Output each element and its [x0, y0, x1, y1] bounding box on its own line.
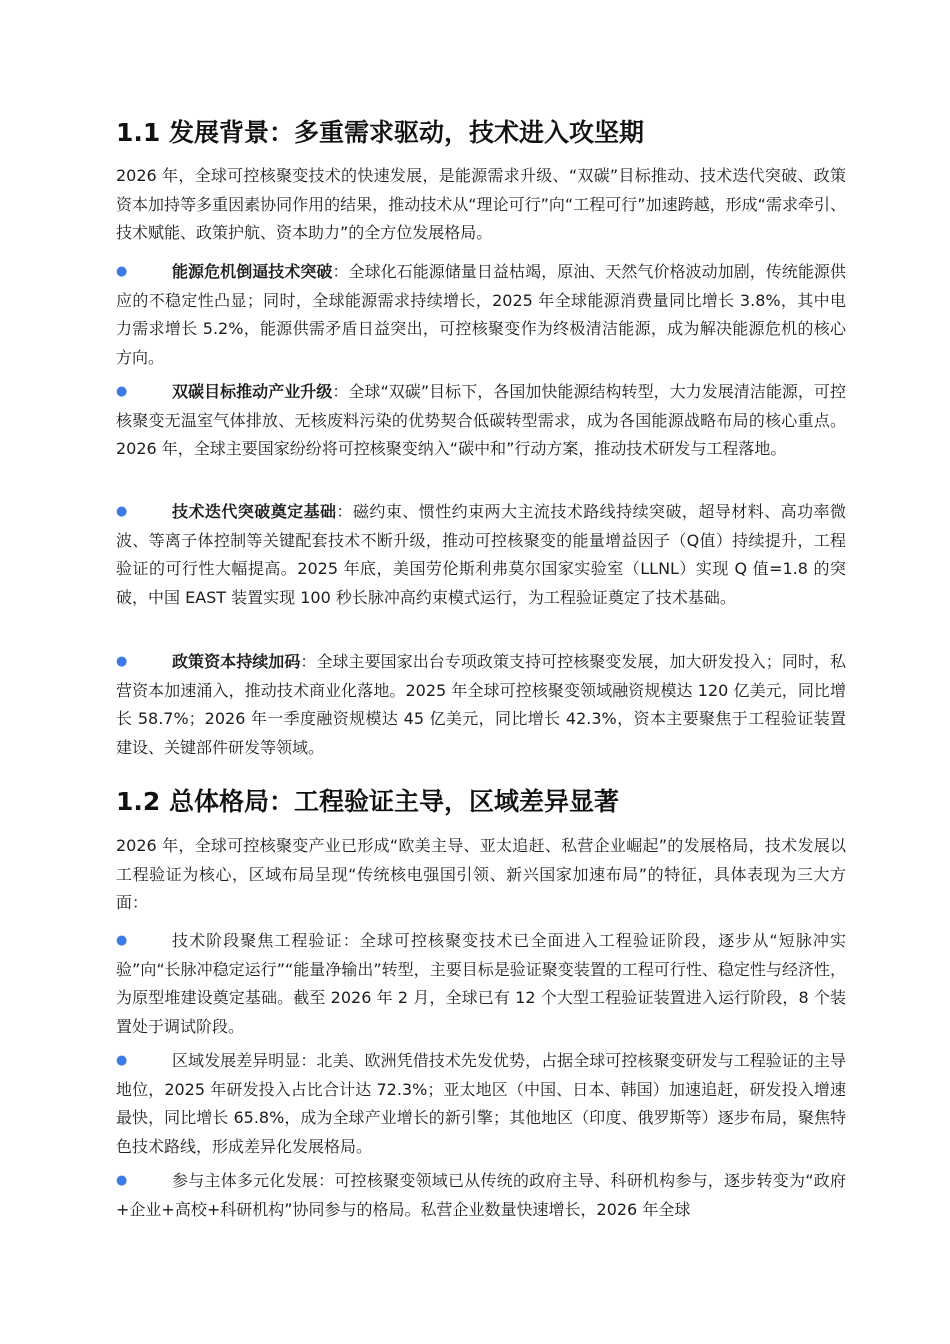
bullet-text: 全球主要国家出台专项政策支持可控核聚变发展，加大研发投入；同时，私营资本加速涌入，推动技术商业化落地。2025 年全球可控核聚变领域融资规模达 120 亿美元，同比增长 58.7%；2026 年一季度融资规模达 45 亿美元，同比增长 42.3%，资本主要聚焦于工程验证装置建设、关键部件研发等领域。	[116, 652, 846, 757]
bullet-dot-icon: ●	[116, 264, 128, 279]
section-1-bullet-energy	[116, 258, 846, 372]
section-2-intro: 2026 年，全球可控核聚变产业已形成“欧美主导、亚太追赶、私营企业崛起”的发展格局，技术发展以工程验证为核心，区域布局呈现“传统核电强国引领、新兴国家加速布局”的特征，具体表现为三大方面：	[116, 836, 846, 912]
bullet-text: 全球化石能源储量日益枯竭，原油、天然气价格波动加剧，传统能源供应的不稳定性凸显；同时，全球能源需求持续增长，2025 年全球能源消费量同比增长 3.8%，其中电力需求增长 5.2%，能源供需矛盾日益突出，可控核聚变作为终极清洁能源，成为解决能源危机的核心方向。	[116, 262, 846, 367]
section-2-title: 1.2 总体格局：工程验证主导，区域差异显著	[116, 787, 619, 816]
bullet-dot-icon: ●	[116, 1173, 128, 1188]
section-1-intro: 2026 年，全球可控核聚变技术的快速发展，是能源需求升级、“双碳”目标推动、技术迭代突破、政策资本加持等多重因素协同作用的结果，推动技术从“理论可行”向“工程可行”加速跨越，形成“需求牵引、技术赋能、政策护航、资本助力”的全方位发展格局。	[116, 166, 846, 242]
bullet-dot-icon: ●	[116, 654, 128, 669]
bullet-separator: ：	[300, 652, 317, 671]
section-1-bullet-technology	[116, 498, 846, 612]
bullet-text: 区域发展差异明显：北美、欧洲凭借技术先发优势，占据全球可控核聚变研发与工程验证的主导地位，2025 年研发投入占比合计达 72.3%；亚太地区（中国、日本、韩国）加速追赶，研发投入增速最快，同比增长 65.8%，成为全球产业增长的新引擎；其他地区（印度、俄罗斯等）逐步布局，聚焦特色技术路线，形成差异化发展格局。	[116, 1051, 846, 1156]
section-1-title: 1.1 发展背景：多重需求驱动，技术进入攻坚期	[116, 118, 644, 147]
section-1-bullet-carbon	[116, 378, 846, 464]
section-2-bullet-participants	[116, 1167, 846, 1224]
bullet-separator: ：	[332, 382, 349, 401]
bullet-heading: 政策资本持续加码	[172, 652, 301, 671]
bullet-heading: 双碳目标推动产业升级	[172, 382, 333, 401]
bullet-dot-icon: ●	[116, 504, 128, 519]
bullet-text: 全球“双碳”目标下，各国加快能源结构转型，大力发展清洁能源，可控核聚变无温室气体排放、无核废料污染的优势契合低碳转型需求，成为各国能源战略布局的核心重点。2026 年，全球主要国家纷纷将可控核聚变纳入“碳中和”行动方案，推动技术研发与工程落地。	[116, 382, 846, 458]
bullet-heading: 能源危机倒逼技术突破	[172, 262, 333, 281]
section-2-bullet-regional	[116, 1047, 846, 1161]
bullet-heading: 技术迭代突破奠定基础	[172, 502, 337, 521]
bullet-separator: ：	[336, 502, 353, 521]
bullet-dot-icon: ●	[116, 1053, 128, 1068]
section-1-bullet-policy	[116, 648, 846, 762]
bullet-text: 参与主体多元化发展：可控核聚变领域已从传统的政府主导、科研机构参与，逐步转变为“政府+企业+高校+科研机构”协同参与的格局。私营企业数量快速增长，2026 年全球	[116, 1171, 846, 1219]
bullet-text: 技术阶段聚焦工程验证：全球可控核聚变技术已全面进入工程验证阶段，逐步从“短脉冲实验”向“长脉冲稳定运行”“能量净输出”转型，主要目标是验证聚变装置的工程可行性、稳定性与经济性，为原型堆建设奠定基础。截至 2026 年 2 月，全球已有 12 个大型工程验证装置进入运行阶段，8 个装置处于调试阶段。	[116, 931, 846, 1036]
bullet-dot-icon: ●	[116, 933, 128, 948]
bullet-dot-icon: ●	[116, 384, 128, 399]
bullet-text: 磁约束、惯性约束两大主流技术路线持续突破，超导材料、高功率微波、等离子体控制等关键配套技术不断升级，推动可控核聚变的能量增益因子（Q值）持续提升，工程验证的可行性大幅提高。2025 年底，美国劳伦斯利弗莫尔国家实验室（LLNL）实现 Q 值=1.8 的突破，中国 EAST 装置实现 100 秒长脉冲高约束模式运行，为工程验证奠定了技术基础。	[116, 502, 846, 607]
section-2-bullet-engineering	[116, 927, 846, 1041]
bullet-separator: ：	[332, 262, 349, 281]
